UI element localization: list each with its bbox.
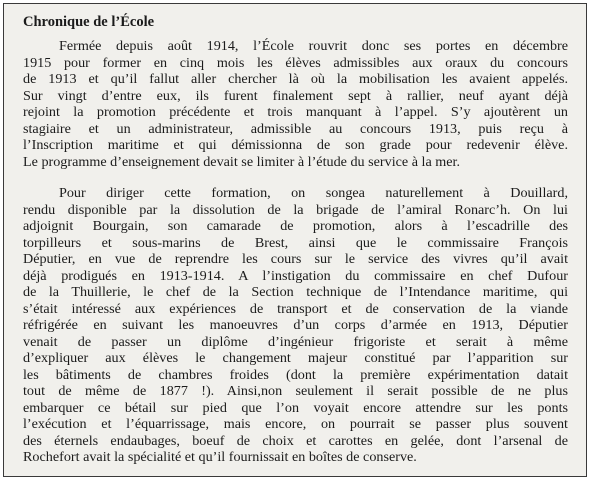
text-line: d’expliquer aux élèves le changement majeur constitué par l’apparition sur: [23, 350, 568, 366]
text-line: s’était intéressé aux expériences de transport et de conservation de la viande: [23, 300, 568, 317]
paragraph-2: [23, 185, 568, 466]
text-line: l’Inscription maritime et qui démissionna de son grade pour redevenir élève.: [23, 137, 568, 153]
text-line: adjoignit Bourgain, son camarade de promotion, alors à l’escadrille des: [23, 218, 568, 234]
text-line: torpilleurs et sous-marins de Brest, ainsi que le commissaire François: [23, 234, 568, 251]
text-line: tout de même de 1877 !). Ainsi,non seulement il serait possible de ne plus: [23, 383, 568, 399]
text-line: Pour diriger cette formation, on songea naturellement à Douillard,: [59, 185, 568, 201]
text-line: Fermée depuis août 1914, l’École rouvrit donc ses portes en décembre: [59, 38, 568, 54]
scanned-page: [3, 3, 587, 477]
text-line: de 1913 et qu’il fallut aller chercher là où la mobilisation les avaient appelés.: [23, 71, 568, 87]
text-line: 1915 pour former en cinq mois les élèves admissibles aux oraux du concours: [23, 54, 568, 71]
text-line: les bâtiments de chambres froides (dont la première expérimentation datait: [23, 366, 568, 383]
text-line: rejoint la promotion précédente et trois manquant à l’appel. S’y ajoutèrent un: [23, 104, 568, 120]
text-line: Députier, en vue de reprendre les cours sur le service des vivres qu’il avait: [23, 251, 568, 267]
text-line: rendu disponible par la dissolution de la brigade de l’amiral Ronarc’h. On lui: [23, 201, 568, 218]
text-line: déjà prodigués en 1913-1914. A l’instigation du commissaire en chef Dufour: [23, 267, 568, 284]
article: [23, 14, 568, 466]
text-line: réfrigérée en suivant les manoeuvres d’un corps d’armée en 1913, Députier: [23, 317, 568, 333]
text-line: venait de passer un diplôme d’ingénieur frigoriste et serait à même: [23, 333, 568, 350]
paragraph-1: [23, 38, 568, 170]
text-line: de la Thuillerie, le chef de la Section technique de l’Intendance maritime, qui: [23, 284, 568, 300]
text-line: Le programme d’enseignement devait se limiter à l’étude du service à la mer.: [23, 153, 461, 170]
article-title: Chronique de l’École: [23, 14, 155, 30]
text-line: des éternels endaubages, boeuf de choix et carottes en gelée, dont l’arsenal de: [23, 432, 568, 449]
text-line: l’exécution et l’équarrissage, mais encore, on pourrait se passer plus souvent: [23, 416, 568, 432]
text-line: stagiaire et un administrateur, admissible au concours 1913, puis reçu à: [23, 120, 568, 137]
text-line: embarquer ce bétail sur pied que l’on voyait encore attendre sur les ponts: [23, 399, 568, 416]
text-line: Sur vingt d’entre eux, ils furent finalement sept à rallier, neuf ayant déjà: [23, 87, 568, 104]
text-line: Rochefort avait la spécialité et qu’il fournissait en boîtes de conserve.: [23, 449, 417, 465]
